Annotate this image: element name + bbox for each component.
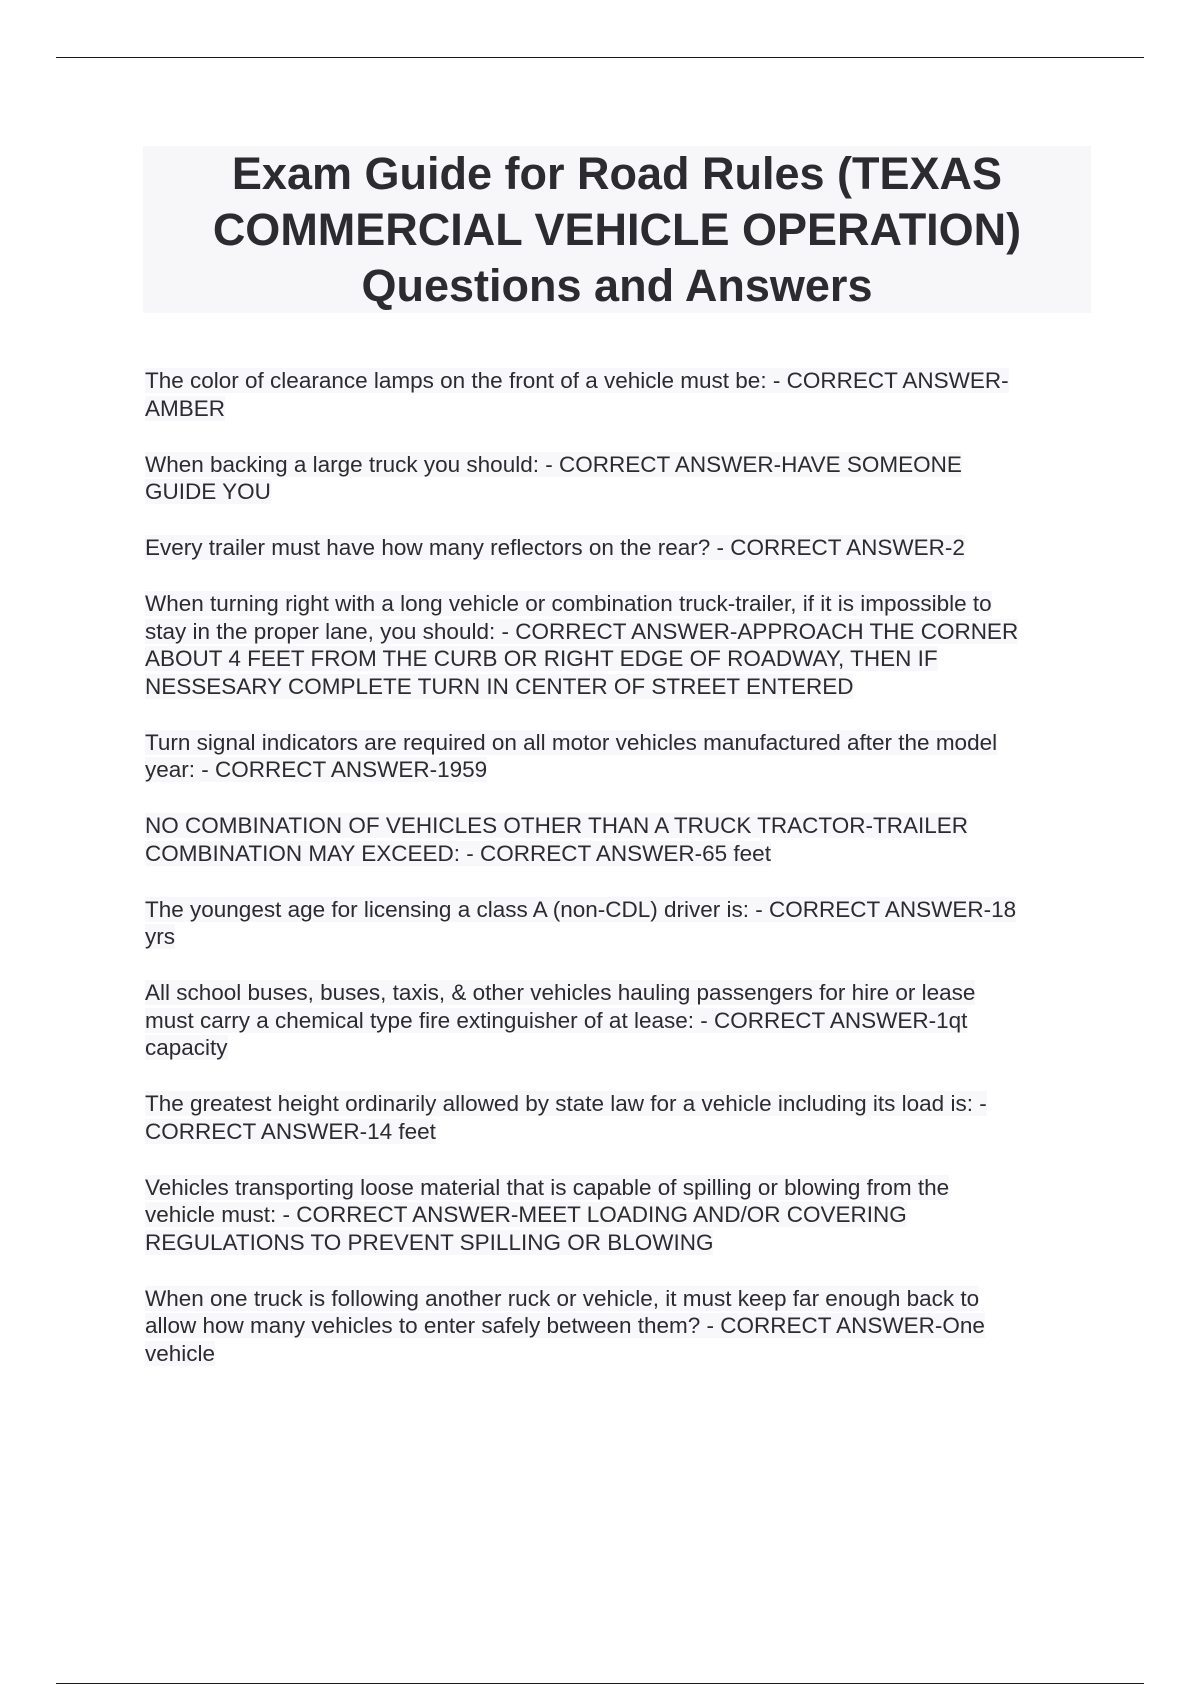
document-title bbox=[213, 146, 1021, 314]
qa-item bbox=[145, 1090, 1095, 1145]
qa-item bbox=[145, 1285, 1095, 1368]
qa-paragraph bbox=[145, 590, 1095, 700]
title-line: Questions and Answers bbox=[361, 259, 873, 311]
qa-line: must carry a chemical type fire extinguisher of at lease: - CORRECT ANSWER-1qt bbox=[145, 1007, 968, 1033]
qa-line: AMBER bbox=[145, 395, 226, 421]
qa-paragraph bbox=[145, 451, 1095, 506]
qa-paragraph bbox=[145, 534, 1095, 562]
qa-line: When turning right with a long vehicle or combination truck-trailer, if it is impossible to bbox=[145, 591, 992, 616]
question-answer-list bbox=[145, 367, 1095, 1396]
qa-paragraph bbox=[145, 729, 1095, 784]
qa-paragraph bbox=[145, 1090, 1095, 1145]
qa-line: vehicle must: - CORRECT ANSWER-MEET LOADING AND/OR COVERING bbox=[145, 1202, 907, 1227]
qa-item bbox=[145, 451, 1095, 506]
qa-item bbox=[145, 367, 1095, 422]
qa-item bbox=[145, 590, 1095, 700]
title-line: Exam Guide for Road Rules (TEXAS bbox=[231, 147, 1003, 199]
qa-line: COMBINATION MAY EXCEED: - CORRECT ANSWER-65 feet bbox=[145, 840, 771, 866]
qa-line: NESSESARY COMPLETE TURN IN CENTER OF STREET ENTERED bbox=[145, 673, 854, 699]
qa-line: CORRECT ANSWER-14 feet bbox=[145, 1118, 436, 1144]
footer-rule bbox=[56, 1683, 1144, 1684]
qa-line: year: - CORRECT ANSWER-1959 bbox=[145, 757, 488, 782]
qa-item bbox=[145, 534, 1095, 562]
qa-item bbox=[145, 729, 1095, 784]
qa-line: All school buses, buses, taxis, & other vehicles hauling passengers for hire or lease bbox=[145, 980, 976, 1005]
qa-line: yrs bbox=[145, 924, 175, 949]
qa-paragraph bbox=[145, 1285, 1095, 1368]
header-rule bbox=[56, 57, 1144, 58]
qa-line: When one truck is following another ruck or vehicle, it must keep far enough back to bbox=[145, 1285, 980, 1311]
qa-line: REGULATIONS TO PREVENT SPILLING OR BLOWING bbox=[145, 1229, 714, 1255]
qa-paragraph bbox=[145, 979, 1095, 1062]
qa-line: Vehicles transporting loose material that is capable of spilling or blowing from the bbox=[145, 1174, 950, 1200]
qa-line: The youngest age for licensing a class A (non-CDL) driver is: - CORRECT ANSWER-18 bbox=[145, 896, 1017, 922]
qa-paragraph bbox=[145, 367, 1095, 422]
qa-line: When backing a large truck you should: - CORRECT ANSWER-HAVE SOMEONE bbox=[145, 451, 962, 477]
qa-line: Every trailer must have how many reflectors on the rear? - CORRECT ANSWER-2 bbox=[145, 535, 965, 560]
qa-paragraph bbox=[145, 896, 1095, 951]
title-line: COMMERCIAL VEHICLE OPERATION) bbox=[212, 203, 1022, 255]
qa-item bbox=[145, 812, 1095, 867]
qa-line: capacity bbox=[145, 1035, 228, 1060]
qa-line: GUIDE YOU bbox=[145, 479, 271, 504]
qa-paragraph bbox=[145, 812, 1095, 867]
qa-line: The greatest height ordinarily allowed by state law for a vehicle including its load is: - bbox=[145, 1091, 987, 1116]
qa-line: NO COMBINATION OF VEHICLES OTHER THAN A TRUCK TRACTOR-TRAILER bbox=[145, 813, 969, 838]
qa-line: Turn signal indicators are required on all motor vehicles manufactured after the model bbox=[145, 729, 998, 755]
qa-item bbox=[145, 979, 1095, 1062]
qa-paragraph bbox=[145, 1174, 1095, 1257]
qa-line: allow how many vehicles to enter safely between them? - CORRECT ANSWER-One bbox=[145, 1313, 985, 1338]
title-banner bbox=[143, 146, 1091, 313]
qa-item bbox=[145, 896, 1095, 951]
qa-line: The color of clearance lamps on the front of a vehicle must be: - CORRECT ANSWER- bbox=[145, 368, 1009, 393]
qa-item bbox=[145, 1174, 1095, 1257]
qa-line: vehicle bbox=[145, 1340, 216, 1366]
qa-line: stay in the proper lane, you should: - CORRECT ANSWER-APPROACH THE CORNER bbox=[145, 618, 1019, 644]
qa-line: ABOUT 4 FEET FROM THE CURB OR RIGHT EDGE OF ROADWAY, THEN IF bbox=[145, 646, 938, 671]
